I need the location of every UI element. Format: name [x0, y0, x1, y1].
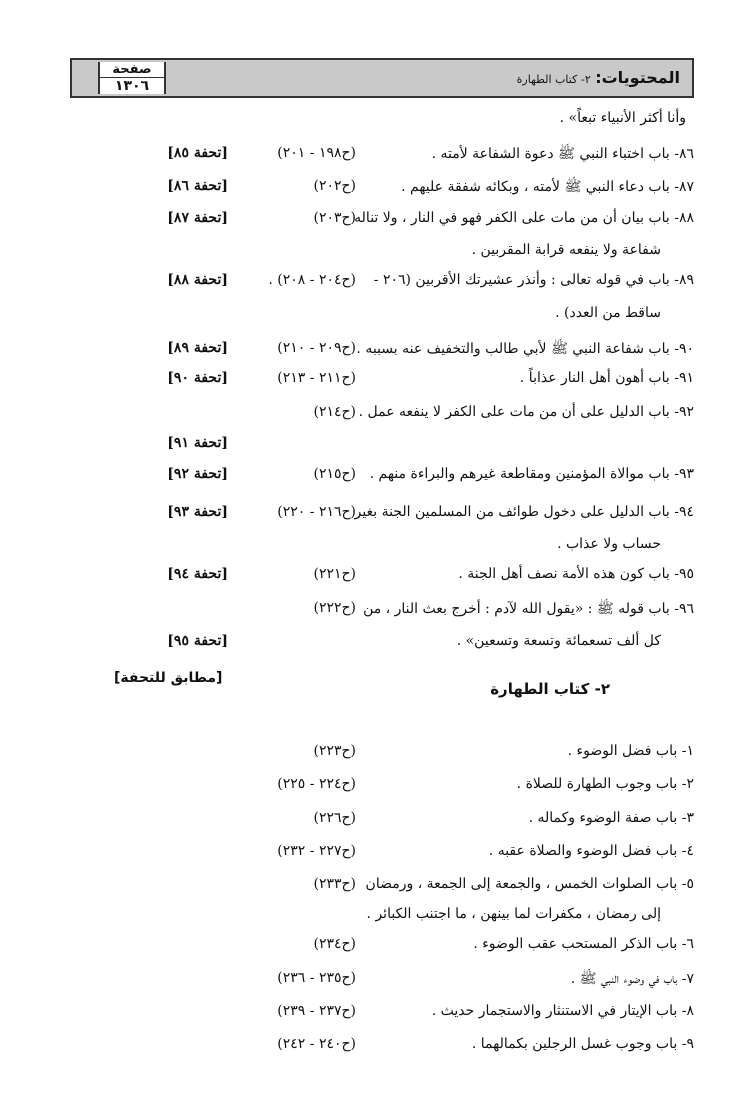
header-title-main: المحتويات: — [595, 68, 680, 87]
hadith-reference: (ح٢٣٥ - ٢٣٦) — [277, 970, 356, 986]
hadith-reference: (ح٢٢٢) — [313, 600, 356, 616]
entry-title: ٩٢- باب الدليل على أن من مات على الكفر لا ينفعه عمل . — [358, 404, 694, 420]
tuhfa-reference: [تحفة ٨٧] — [167, 210, 228, 226]
hadith-reference: (ح٢٢١) — [313, 566, 356, 582]
entry-title: ٥- باب الصلوات الخمس ، والجمعة إلى الجمعة ، ورمضان — [365, 876, 694, 892]
hadith-reference: (ح١٩٨ - ٢٠١) — [277, 145, 356, 161]
hadith-reference: (ح٢٠٤ - ٢٠٨) . — [268, 272, 356, 288]
tuhfa-reference: [تحفة ٩٤] — [167, 566, 228, 582]
entry-title: ٩- باب وجوب غسل الرجلين بكمالهما . — [471, 1036, 694, 1052]
entry-title: ٩٠- باب شفاعة النبي ﷺ لأبي طالب والتخفيف عنه بسببه . — [356, 341, 694, 357]
page-number-box — [98, 62, 166, 94]
matching-label: [مطابق للتحفة] — [114, 670, 223, 686]
entry-title-continued: شفاعة ولا ينفعه قرابة المقربين . — [471, 242, 661, 258]
page-header — [70, 58, 694, 98]
hadith-reference: (ح٢١١ - ٢١٣) — [277, 370, 356, 386]
entry-title: ٩٣- باب موالاة المؤمنين ومقاطعة غيرهم والبراءة منهم . — [369, 466, 694, 482]
entry-title: ٩٥- باب كون هذه الأمة نصف أهل الجنة . — [458, 566, 694, 582]
tuhfa-reference: [تحفة ٩٢] — [167, 466, 228, 482]
hadith-reference: (ح٢١٦ - ٢٢٠) — [277, 504, 356, 520]
entry-title: ٨- باب الإيتار في الاستنثار والاستجمار حديث . — [431, 1003, 694, 1019]
entry-title-continued: ساقط من العدد) . — [555, 305, 661, 321]
hadith-reference: (ح٢٢٧ - ٢٣٢) — [277, 843, 356, 859]
entry-title: ٨٧- باب دعاء النبي ﷺ لأمته ، وبكائه شفقة عليهم . — [401, 179, 694, 195]
hadith-reference: (ح٢٢٣) — [313, 743, 356, 759]
tuhfa-reference: [تحفة ٩٠] — [167, 370, 228, 386]
hadith-reference: (ح٢٣٧ - ٢٣٩) — [277, 1003, 356, 1019]
hadith-reference: (ح٢٠٣) — [313, 210, 356, 226]
hadith-reference: (ح٢٣٣) — [313, 876, 356, 892]
page-word: صفحة — [112, 62, 152, 77]
hadith-reference: (ح٢١٥) — [313, 466, 356, 482]
tuhfa-reference: [تحفة ٨٨] — [167, 272, 228, 288]
entry-title: ٣- باب صفة الوضوء وكماله . — [528, 810, 694, 826]
entry-title: ١- باب فضل الوضوء . — [567, 743, 694, 759]
continuation-line: وأنا أكثر الأنبياء تبعاً» . — [559, 110, 686, 126]
entry-title: ٤- باب فضل الوضوء والصلاة عقبه . — [488, 843, 694, 859]
tuhfa-reference: [تحفة ٨٦] — [167, 178, 228, 194]
tuhfa-reference: [تحفة ٩١] — [167, 435, 228, 451]
entry-title: ٩١- باب أهون أهل النار عذاباً . — [519, 370, 694, 386]
tuhfa-reference: [تحفة ٩٣] — [167, 504, 228, 520]
hadith-reference: (ح٢٤٠ - ٢٤٢) — [277, 1036, 356, 1052]
hadith-reference: (ح٢٣٤) — [313, 936, 356, 952]
entry-title: ٧- باب في وضوء النبي ﷺ . — [570, 971, 694, 987]
hadith-reference: (ح٢٢٤ - ٢٢٥) — [277, 776, 356, 792]
tuhfa-reference: [تحفة ٨٩] — [167, 340, 228, 356]
entry-title: ٨٩- باب في قوله تعالى : وأنذر عشيرتك الأقربين (٢٠٦ - — [373, 272, 694, 288]
header-title — [517, 68, 680, 87]
entry-title-continued: كل ألف تسعمائة وتسعة وتسعين» . — [456, 633, 661, 649]
tuhfa-reference: [تحفة ٨٥] — [167, 145, 228, 161]
hadith-reference: (ح٢٠٩ - ٢١٠) — [277, 340, 356, 356]
hadith-reference: (ح٢٢٦) — [313, 810, 356, 826]
hadith-reference: (ح٢٠٢) — [313, 178, 356, 194]
entry-title: ٩٤- باب الدليل على دخول طوائف من المسلمين الجنة بغير — [354, 504, 694, 520]
entry-title: ٨٨- باب بيان أن من مات على الكفر فهو في النار ، ولا تناله — [354, 210, 694, 226]
tuhfa-reference: [تحفة ٩٥] — [167, 633, 228, 649]
header-title-sub: ٢- كتاب الطهارة — [516, 73, 591, 86]
hadith-reference: (ح٢١٤) — [313, 404, 356, 420]
entry-title-continued: حساب ولا عذاب . — [557, 536, 661, 552]
page-number: ١٣٠٦ — [100, 77, 164, 94]
entry-title: ٦- باب الذكر المستحب عقب الوضوء . — [473, 936, 694, 952]
section-title: ٢- كتاب الطهارة — [490, 680, 610, 698]
entry-title: ٩٦- باب قوله ﷺ : «يقول الله لآدم : أخرج بعث النار ، من — [363, 601, 694, 617]
entry-title: ٢- باب وجوب الطهارة للصلاة . — [516, 776, 694, 792]
entry-title: ٨٦- باب اختباء النبي ﷺ دعوة الشفاعة لأمته . — [431, 146, 694, 162]
entry-title-continued: إلى رمضان ، مكفرات لما بينهن ، ما اجتنب الكبائر . — [366, 906, 661, 922]
